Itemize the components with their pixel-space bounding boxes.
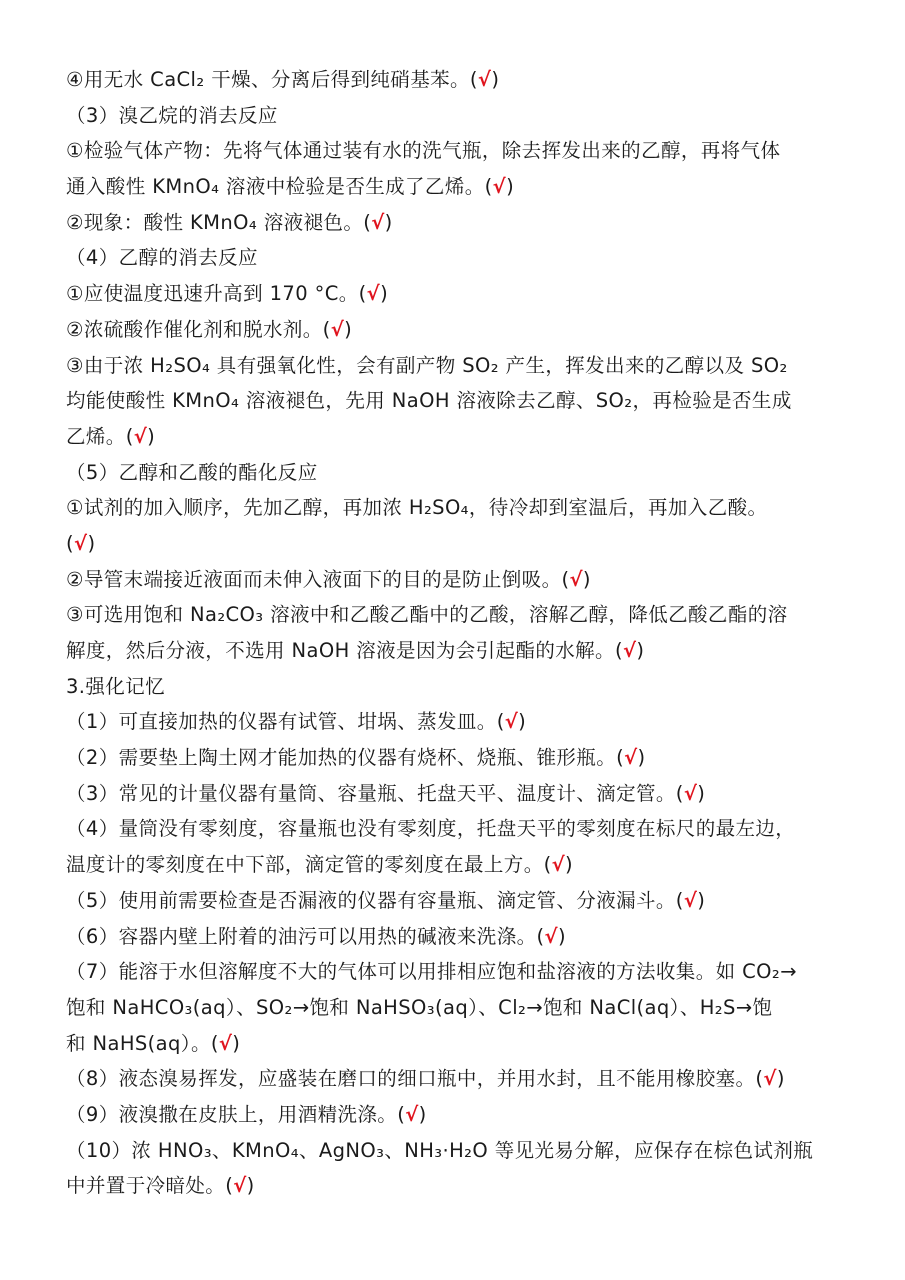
check-mark-icon: √ xyxy=(624,746,638,770)
line-text: （3）溴乙烷的消去反应 xyxy=(66,103,278,127)
line-text: ④用无水 CaCl₂ 干燥、分离后得到纯硝基苯。( xyxy=(66,68,478,91)
line-text: 中并置于冷暗处。( xyxy=(66,1174,234,1198)
check-mark-icon: √ xyxy=(683,888,698,912)
text-line xyxy=(66,811,846,847)
check-mark-icon: √ xyxy=(683,781,698,805)
line-tail: ) xyxy=(232,1031,241,1055)
line-text: ①试剂的加入顺序，先加乙醇，再加浓 H₂SO₄，待冷却到室温后，再加入乙酸。 xyxy=(66,496,768,520)
text-line xyxy=(66,776,846,812)
line-text: （1）可直接加热的仪器有试管、坩埚、蒸发皿。( xyxy=(66,710,505,734)
line-text: ①应使温度迅速升高到 170 °C。( xyxy=(66,282,367,306)
line-text: （7）能溶于水但溶解度不大的气体可以用排相应饱和盐溶液的方法收集。如 CO₂→ xyxy=(66,960,797,984)
line-tail: ) xyxy=(637,746,646,770)
text-line xyxy=(66,62,846,98)
line-text: （2）需要垫上陶土网才能加热的仪器有烧杯、烧瓶、锥形瓶。( xyxy=(66,746,625,770)
text-line xyxy=(66,526,846,562)
check-mark-icon: √ xyxy=(74,531,88,555)
line-text: 解度，然后分液，不选用 NaOH 溶液是因为会引起酯的水解。( xyxy=(66,639,623,662)
line-tail: ) xyxy=(491,68,500,91)
line-tail: ) xyxy=(384,210,393,234)
text-line xyxy=(66,1168,846,1204)
text-line xyxy=(66,312,846,348)
line-text: （6）容器内壁上附着的油污可以用热的碱液来洗涤。( xyxy=(66,924,545,948)
text-line xyxy=(66,883,846,919)
text-line xyxy=(66,1061,846,1097)
line-text: （5）乙醇和乙酸的酯化反应 xyxy=(66,460,318,484)
line-text: ②导管末端接近液面而未伸入液面下的目的是防止倒吸。( xyxy=(66,567,570,591)
check-mark-icon: √ xyxy=(366,282,381,306)
line-text: 温度计的零刻度在中下部，滴定管的零刻度在最上方。( xyxy=(66,853,552,877)
text-line xyxy=(66,740,846,776)
text-line xyxy=(66,919,846,955)
text-line xyxy=(66,597,846,633)
line-tail: ) xyxy=(582,567,591,591)
text-line xyxy=(66,633,846,669)
text-line xyxy=(66,990,846,1026)
text-line xyxy=(66,348,846,384)
text-line xyxy=(66,1026,846,1062)
line-text: （5）使用前需要检查是否漏液的仪器有容量瓶、滴定管、分液漏斗。( xyxy=(66,888,684,912)
text-line xyxy=(66,419,846,455)
line-tail: ) xyxy=(87,531,96,555)
line-tail: ) xyxy=(776,1067,785,1091)
line-text: ( xyxy=(66,531,75,555)
line-tail: ) xyxy=(565,853,574,877)
text-line xyxy=(66,383,846,419)
text-line xyxy=(66,169,846,205)
line-text: （4）乙醇的消去反应 xyxy=(66,246,258,270)
line-text: 乙烯。( xyxy=(66,424,134,448)
line-text: 和 NaHS(aq）。( xyxy=(66,1031,219,1055)
line-tail: ) xyxy=(697,781,706,805)
check-mark-icon: √ xyxy=(218,1031,233,1055)
text-line xyxy=(66,1097,846,1133)
check-mark-icon: √ xyxy=(622,639,637,662)
text-line xyxy=(66,205,846,241)
line-text: （4）量筒没有零刻度，容量瓶也没有零刻度，托盘天平的零刻度在标尺的最左边， xyxy=(66,817,796,841)
text-line xyxy=(66,954,846,990)
line-tail: ) xyxy=(636,639,645,662)
text-line xyxy=(66,490,846,526)
text-line xyxy=(66,455,846,491)
line-text: 均能使酸性 KMnO₄ 溶液褪色，先用 NaOH 溶液除去乙醇、SO₂，再检验是否生成 xyxy=(66,389,792,413)
check-mark-icon: √ xyxy=(133,424,148,448)
line-text: （8）液态溴易挥发，应盛装在磨口的细口瓶中，并用水封，且不能用橡胶塞。( xyxy=(66,1067,764,1091)
text-line xyxy=(66,669,846,705)
text-line xyxy=(66,1133,846,1169)
text-line xyxy=(66,276,846,312)
check-mark-icon: √ xyxy=(405,1102,419,1126)
line-tail: ) xyxy=(418,1102,427,1126)
line-tail: ) xyxy=(518,710,527,734)
check-mark-icon: √ xyxy=(544,924,558,948)
check-mark-icon: √ xyxy=(477,68,492,91)
text-line xyxy=(66,240,846,276)
text-line xyxy=(66,704,846,740)
text-line xyxy=(66,133,846,169)
text-line xyxy=(66,98,846,134)
check-mark-icon: √ xyxy=(551,853,566,877)
check-mark-icon: √ xyxy=(569,567,583,591)
line-text: ①检验气体产物：先将气体通过装有水的洗气瓶，除去挥发出来的乙醇，再将气体 xyxy=(66,139,781,163)
line-tail: ) xyxy=(506,175,515,199)
line-text: ②浓硫酸作催化剂和脱水剂。( xyxy=(66,317,331,341)
check-mark-icon: √ xyxy=(763,1067,777,1091)
text-line xyxy=(66,847,846,883)
text-line xyxy=(66,562,846,598)
line-tail: ) xyxy=(246,1174,255,1198)
line-text: （3）常见的计量仪器有量筒、容量瓶、托盘天平、温度计、滴定管。( xyxy=(66,781,684,805)
document-body xyxy=(66,62,846,1204)
line-text: ②现象：酸性 KMnO₄ 溶液褪色。( xyxy=(66,210,372,234)
line-text: 3.强化记忆 xyxy=(66,674,166,698)
line-tail: ) xyxy=(380,282,389,306)
line-tail: ) xyxy=(344,317,353,341)
check-mark-icon: √ xyxy=(330,317,345,341)
line-text: ③由于浓 H₂SO₄ 具有强氧化性，会有副产物 SO₂ 产生，挥发出来的乙醇以及 SO₂ xyxy=(66,353,788,377)
line-text: （9）液溴撒在皮肤上，用酒精洗涤。( xyxy=(66,1102,406,1126)
check-mark-icon: √ xyxy=(233,1174,247,1198)
line-text: ③可选用饱和 Na₂CO₃ 溶液中和乙酸乙酯中的乙酸，溶解乙醇，降低乙酸乙酯的溶 xyxy=(66,603,788,627)
check-mark-icon: √ xyxy=(371,210,385,234)
line-tail: ) xyxy=(697,888,706,912)
check-mark-icon: √ xyxy=(492,175,507,199)
line-text: 饱和 NaHCO₃(aq）、SO₂→饱和 NaHSO₃(aq）、Cl₂→饱和 NaCl(aq）、H₂S→饱 xyxy=(66,995,773,1019)
line-tail: ) xyxy=(557,924,566,948)
line-text: （10）浓 HNO₃、KMnO₄、AgNO₃、NH₃·H₂O 等见光易分解，应保存在棕色试剂瓶 xyxy=(66,1138,814,1162)
line-text: 通入酸性 KMnO₄ 溶液中检验是否生成了乙烯。( xyxy=(66,175,493,199)
check-mark-icon: √ xyxy=(504,710,519,734)
line-tail: ) xyxy=(147,424,156,448)
